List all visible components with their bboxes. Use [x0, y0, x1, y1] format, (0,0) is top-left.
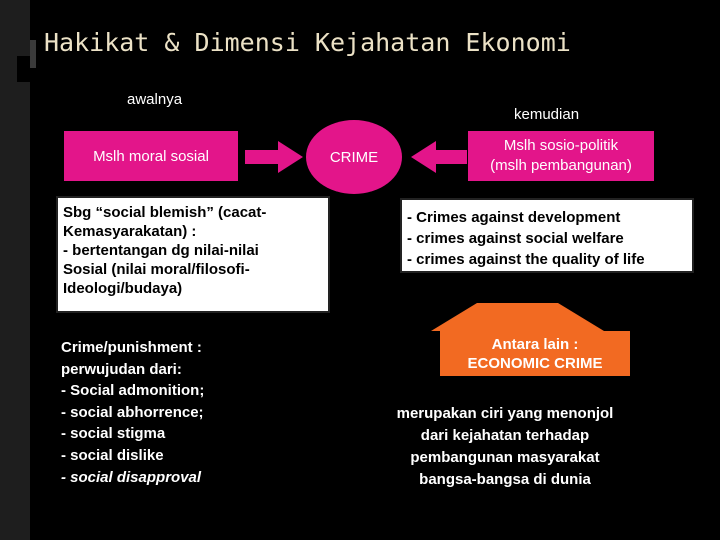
- bottom-line-3: pembangunan masyarakat: [410, 449, 600, 466]
- economic-box-line-1: Antara lain :: [491, 335, 579, 353]
- crimes-against-line-3: - crimes against the quality of life: [407, 251, 645, 268]
- slide-title: Hakikat & Dimensi Kejahatan Ekonomi: [44, 28, 571, 57]
- right-box-line-1: Mslh sosio-politik: [503, 137, 619, 154]
- social-blemish-line-5: Ideologi/budaya): [63, 280, 183, 297]
- bottom-description: [380, 403, 630, 491]
- crimes-against-line-1: - Crimes against development: [407, 209, 621, 226]
- label-awalnya: awalnya: [127, 91, 183, 108]
- crime-punishment-text: [61, 337, 204, 488]
- bottom-line-1: merupakan ciri yang menonjol: [396, 405, 614, 422]
- bottom-line-2: dari kejahatan terhadap: [420, 427, 590, 444]
- crime-punishment-line-7: - social disapproval: [61, 468, 202, 486]
- crime-punishment-line-5: - social stigma: [61, 425, 166, 443]
- arrow-up-block: [431, 303, 604, 331]
- social-blemish-line-4: Sosial (nilai moral/filosofi-: [63, 261, 250, 278]
- box-mslh-moral-sosial: Mslh moral sosial: [64, 131, 238, 181]
- social-blemish-line-1: Sbg “social blemish” (cacat-: [63, 204, 267, 221]
- crime-punishment-line-1: Crime/punishment :: [61, 339, 202, 356]
- crimes-against-line-2: - crimes against social welfare: [407, 230, 624, 247]
- social-blemish-line-3: - bertentangan dg nilai-nilai: [63, 242, 259, 259]
- arrow-left-to-crime: [411, 141, 467, 173]
- box-social-blemish: [56, 196, 330, 313]
- arrow-right-to-crime: [245, 141, 303, 173]
- crime-punishment-line-6: - social dislike: [61, 446, 164, 464]
- box-economic-crime: [440, 331, 630, 376]
- crime-punishment-line-2: perwujudan dari:: [61, 360, 182, 378]
- social-blemish-line-2: Kemasyarakatan) :: [63, 223, 197, 240]
- box-mslh-sosio-politik: [468, 131, 654, 181]
- bottom-line-4: bangsa-bangsa di dunia: [419, 471, 591, 488]
- box-crimes-against: [400, 198, 694, 273]
- right-box-line-2: (mslh pembangunan): [490, 157, 632, 174]
- crime-punishment-line-3: - Social admonition;: [61, 382, 205, 400]
- label-kemudian: kemudian: [514, 106, 580, 123]
- crime-punishment-line-4: - social abhorrence;: [61, 403, 204, 421]
- economic-box-line-2: ECONOMIC CRIME: [467, 354, 603, 372]
- crime-ellipse: CRIME: [306, 120, 402, 194]
